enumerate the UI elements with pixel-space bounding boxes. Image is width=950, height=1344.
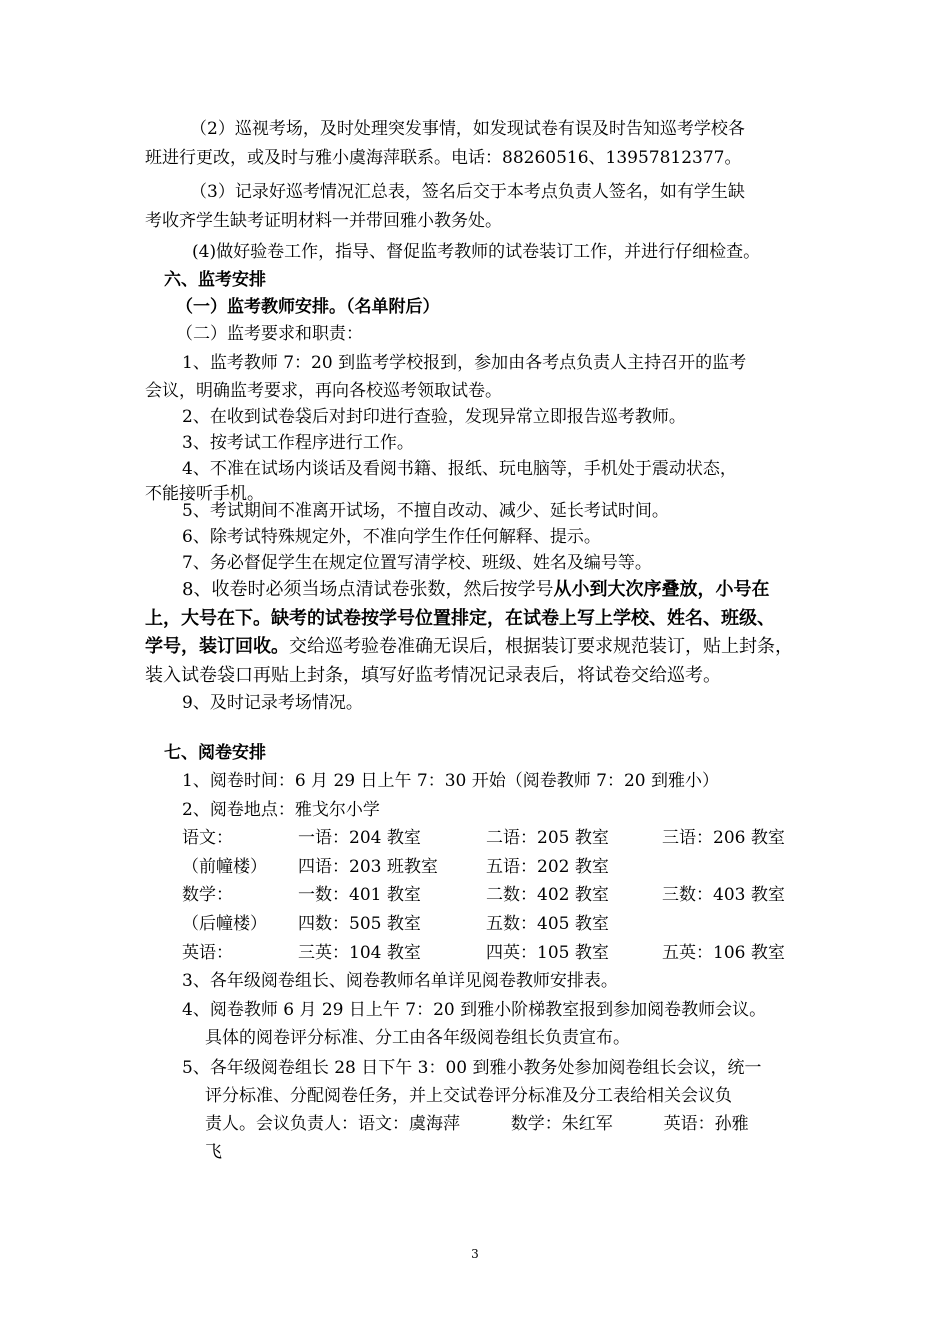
paragraph-line: 班进行更改，或及时与雅小虞海萍联系。电话：88260516、13957812377。 [145,148,742,168]
list-item: 4、不准在试场内谈话及看阅书籍、报纸、玩电脑等，手机处于震动状态， [182,459,737,479]
item8-bold-text: 从小到大次序叠放，小号在 [553,579,770,600]
item8-bold-text: 上，大号在下。 [145,608,271,629]
room-cell: 五数：405 教室 [486,914,609,934]
room-label: 英语： [182,943,233,963]
room-cell: 二语：205 教室 [486,828,609,848]
list-item-continuation [145,605,775,633]
list-item: 5、各年级阅卷组长 28 日下午 3：00 到雅小教务处参加阅卷组长会议，统一 [182,1058,762,1078]
section-heading: 六、监考安排 [164,270,266,290]
list-item-continuation: 评分标准、分配阅卷任务，并上交试卷评分标准及分工表给相关会议负 [205,1086,732,1106]
item8-text: 8、收卷时必须当场点清试卷张数，然后按学号 [182,579,554,600]
room-label: （前幢楼） [182,857,267,877]
list-item: 4、阅卷教师 6 月 29 日上午 7：20 到雅小阶梯教室报到参加阅卷教师会议。 [182,1000,767,1020]
paragraph-line: （2）巡视考场，及时处理突发事情，如发现试卷有误及时告知巡考学校各 [190,119,745,139]
room-cell: 四英：105 教室 [486,943,609,963]
list-item: 1、监考教师 7：20 到监考学校报到，参加由各考点负责人主持召开的监考 [182,353,747,373]
room-cell: 四数：505 教室 [298,914,421,934]
meeting-chair-english: 英语：孙雅 [663,1114,749,1134]
room-cell: 二数：402 教室 [486,885,609,905]
room-cell: 三英：104 教室 [298,943,421,963]
list-item: 2、阅卷地点：雅戈尔小学 [182,800,380,820]
item8-bold-text: 缺考的试卷按学号位置排定，在试卷上写上学校、姓名、班级、 [271,608,775,629]
section-heading: 七、阅卷安排 [164,743,266,763]
list-item-continuation [205,1110,749,1138]
list-item [182,576,769,604]
room-cell: 五语：202 教室 [486,857,609,877]
room-cell: 三数：403 教室 [662,885,785,905]
room-label: 语文： [182,828,233,848]
list-item: 3、各年级阅卷组长、阅卷教师名单详见阅卷教师安排表。 [182,971,618,991]
meeting-chair-math: 数学：朱红军 [510,1114,613,1134]
room-cell: 一数：401 教室 [298,885,421,905]
list-item-continuation: 不能接听手机。 [145,484,264,504]
list-item-continuation: 具体的阅卷评分标准、分工由各年级阅卷组长负责宣布。 [205,1028,630,1048]
list-item: 2、在收到试卷袋后对封印进行查验，发现异常立即报告巡考教师。 [182,407,686,427]
paragraph-line: （3）记录好巡考情况汇总表，签名后交于本考点负责人签名，如有学生缺 [190,182,745,202]
list-item-continuation: 飞 [205,1142,222,1162]
list-item: 1、阅卷时间：6 月 29 日上午 7：30 开始（阅卷教师 7：20 到雅小） [182,771,719,791]
room-label: （后幢楼） [182,914,267,934]
list-item: 6、除考试特殊规定外，不准向学生作任何解释、提示。 [182,527,601,547]
list-item: 9、及时记录考场情况。 [182,693,363,713]
subsection-heading: （二）监考要求和职责： [176,324,363,344]
room-cell: 一语：204 教室 [298,828,421,848]
room-cell: 四语：203 班教室 [298,857,438,877]
meeting-chair-chinese: 责人。会议负责人：语文：虞海萍 [205,1114,460,1134]
room-label: 数学： [182,885,233,905]
list-item-continuation [145,633,793,661]
paragraph-line: (4)做好验卷工作，指导、督促监考教师的试卷装订工作，并进行仔细检查。 [192,242,761,262]
paragraph-line: 考收齐学生缺考证明材料一并带回雅小教务处。 [145,211,502,231]
subsection-heading: （一）监考教师安排。（名单附后） [176,297,440,317]
room-cell: 五英：106 教室 [662,943,785,963]
list-item: 5、考试期间不准离开试场，不擅自改动、减少、延长考试时间。 [182,501,669,521]
list-item-continuation: 装入试卷袋口再贴上封条，填写好监考情况记录表后，将试卷交给巡考。 [145,665,721,686]
room-cell: 三语：206 教室 [662,828,785,848]
item8-text: 交给巡考验卷准确无误后，根据装订要求规范装订，贴上封条， [289,636,793,657]
list-item: 3、按考试工作程序进行工作。 [182,433,414,453]
list-item-continuation: 会议，明确监考要求，再向各校巡考领取试卷。 [145,381,502,401]
item8-bold-text: 学号，装订回收。 [145,636,289,657]
list-item: 7、务必督促学生在规定位置写清学校、班级、姓名及编号等。 [182,553,652,573]
page-number: 3 [471,1247,479,1261]
